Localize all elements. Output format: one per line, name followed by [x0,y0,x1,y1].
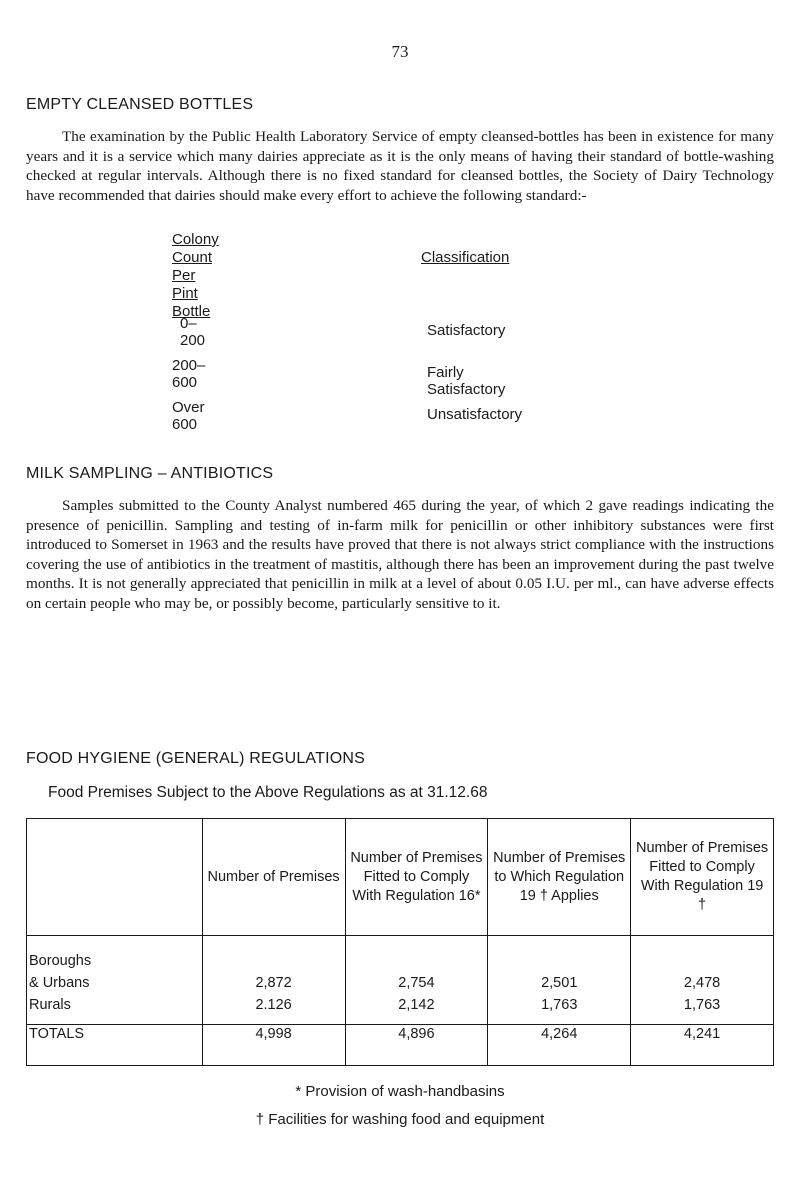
table-subtitle: Food Premises Subject to the Above Regulations as at 31.12.68 [48,784,488,801]
section-heading-empty-cleansed-bottles: EMPTY CLEANSED BOTTLES [26,96,254,113]
totals-label: TOTALS [27,1025,203,1066]
paragraph-empty-cleansed-bottles: The examination by the Public Health Laboratory Service of empty cleansed-bottles has been in existence for many years and it is a service which many dairies appreciate as it is the only means of having their standard of bottle-washing checked at regular intervals. Although there is no fixed standard for cleansed bottles, the Society of Dairy Technology have recommended that dairies should make every effort to achieve the following standard:- [26,128,774,204]
section-heading-milk-sampling: MILK SAMPLING – ANTIBIOTICS [26,465,274,482]
table-header-cell: Number of Premises to Which Regulation 19 † Applies [488,819,631,936]
table-header-cell: Number of Premises Fitted to Comply With Regulation 16* [345,819,488,936]
food-premises-table [26,818,774,1066]
paragraph-milk-sampling: Samples submitted to the County Analyst numbered 465 during the year, of which 2 gave readings indicating the presence of penicillin. Sampling and testing of in-farm milk for penicillin or other inhibitory substances were first introduced to Somerset in 1963 and the results have proved that there is not always strict compliance with the instructions covering the use of antibiotics in the treatment of mastitis, although there has been an improvement during the past twelve months. It is not generally appreciated that penicillin in milk at a level of about 0.05 I.U. per ml., can have adverse effects on certain people who may be, or possibly become, particularly sensitive to it. [26,497,774,612]
colony-count-range: 200–600 [172,357,206,391]
classification-value: Fairly Satisfactory [427,364,506,398]
table-cell: 4,998 [202,1025,345,1066]
section-heading-food-hygiene: FOOD HYGIENE (GENERAL) REGULATIONS [26,750,365,767]
colony-count-range: Over 600 [172,399,205,433]
colony-count-range: 0–200 [180,315,206,349]
regulation-19-applies-values: 2,501 1,763 [488,936,631,1025]
regulation-19-fitted-values: 2,478 1,763 [631,936,774,1025]
classification-value: Satisfactory [427,322,506,339]
table-row-totals [27,1025,774,1066]
table-header-cell [27,819,203,936]
page-number: 73 [391,42,409,61]
classification-header: Classification [421,249,510,266]
classification-value: Unsatisfactory [427,406,523,423]
row-labels: Boroughs & Urbans Rurals [27,936,203,1025]
table-cell: 4,241 [631,1025,774,1066]
footnote-regulation-16: * Provision of wash-handbasins [295,1083,505,1100]
number-of-premises-values: 2,872 2.126 [202,936,345,1025]
table-header-row [27,819,774,936]
table-cell: 4,264 [488,1025,631,1066]
table-header-cell: Number of Premises [202,819,345,936]
table-row [27,936,774,1025]
footnote-regulation-19: † Facilities for washing food and equipment [255,1111,545,1128]
regulation-16-values: 2,754 2,142 [345,936,488,1025]
table-cell: 4,896 [345,1025,488,1066]
table-header-cell: Number of Premises Fitted to Comply With Regulation 19 † [631,819,774,936]
colony-count-header: Colony Count Per Pint Bottle [172,231,219,320]
